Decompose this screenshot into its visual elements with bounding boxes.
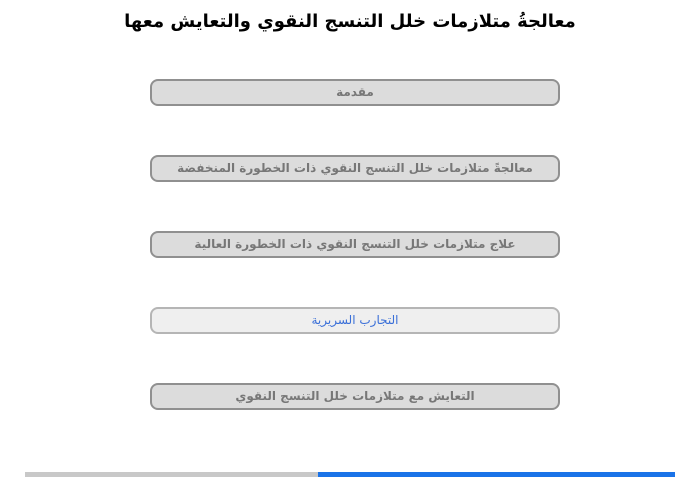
page-title: معالجةُ متلازمات خلل التنسج النقوي والتعايش معها	[124, 11, 576, 32]
menu-button-clinical-trials[interactable]: التجارب السريرية	[150, 307, 560, 334]
menu-button-high-risk-treatment[interactable]: علاج متلازمات خلل التنسج النقوي ذات الخطورة العالية	[150, 231, 560, 258]
progress-bar	[25, 472, 675, 477]
menu-button-low-risk-treatment[interactable]: معالجةً متلازمات خلل التنسج النقوي ذات الخطورة المنخفضة	[150, 155, 560, 182]
progress-bar-fill	[318, 472, 676, 477]
menu-button-living-with-mds[interactable]: التعايش مع متلازمات خلل التنسج النقوي	[150, 383, 560, 410]
menu-button-introduction[interactable]: مقدمة	[150, 79, 560, 106]
